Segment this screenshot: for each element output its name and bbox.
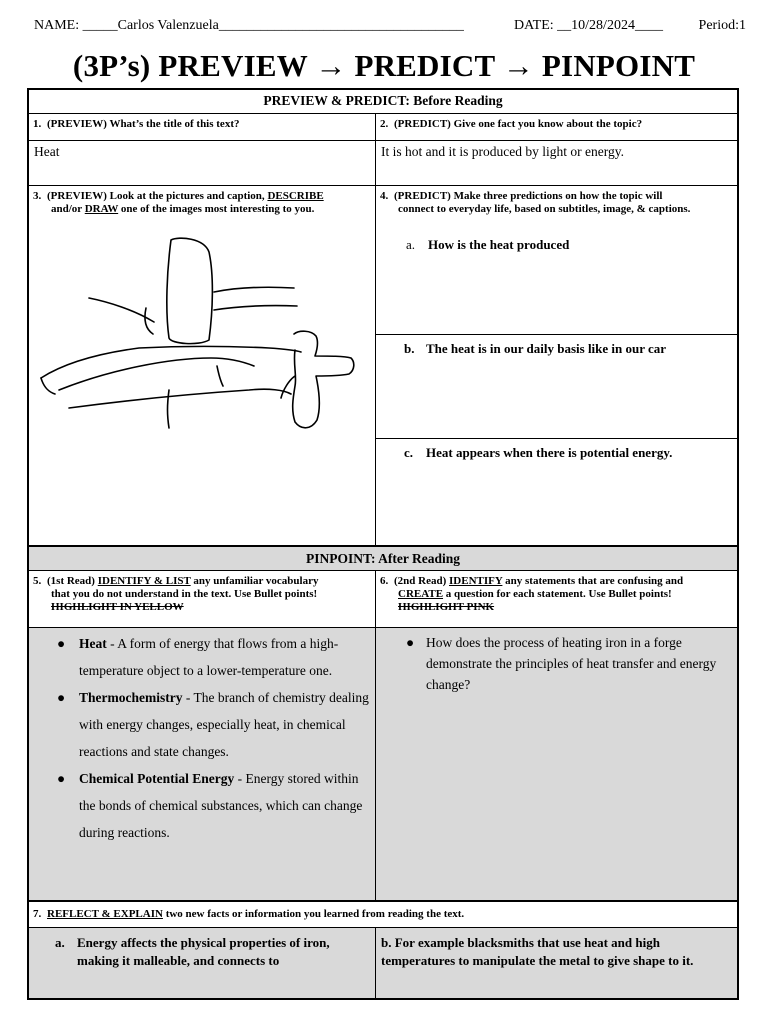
question-5-post: any unfamiliar vocabulary [190,575,319,587]
reflect-answer-a [55,934,367,970]
question-6-number: 6. [380,575,389,587]
question-1-text: (PREVIEW) What’s the title of this text? [47,118,240,130]
prediction-c-field[interactable] [375,438,737,545]
question-4 [375,186,737,230]
question-3-describe: DESCRIBE [267,190,324,202]
list-item [376,632,737,695]
list-item [29,630,375,684]
prediction-c-letter: c. [404,445,414,460]
reflect-answer-b-field[interactable]: b. For example blacksmiths that use heat and high temperatures to manipulate the metal to give shape to it. [375,928,737,998]
bullet: ● [406,635,415,650]
question-3 [29,186,375,230]
name-field[interactable]: _____Carlos Valenzuela___________________________________ [82,18,464,33]
section-heading-pinpoint: PINPOINT: After Reading [29,545,737,571]
section-heading-preview-predict: PREVIEW & PREDICT: Before Reading [29,90,737,114]
prediction-a-letter: a. [406,237,416,252]
question-2 [375,114,737,141]
question-3-line2: and/or DRAW one of the images most interesting to you. [51,203,315,215]
worksheet-table [27,88,739,1000]
prediction-c-text: Heat appears when there is potential energy. [426,445,673,460]
bullet: ● [57,771,66,786]
vocab-definition: - Energy stored within the bonds of chemical substances, which can change during reactions. [79,771,363,840]
vocab-term: Thermochemistry [79,690,183,705]
date-field[interactable]: __10/28/2024____ [557,18,663,33]
worksheet-title: (3P’s) PREVIEW → PREDICT → PINPOINT [72,48,696,83]
question-5 [29,571,375,628]
question-6-create: CREATE [398,588,444,600]
question-7-number: 7. [33,908,42,920]
vocab-definition: - The branch of chemistry dealing with energy changes, especially heat, in chemical reactions and state changes. [79,690,369,759]
question-7-text: two new facts or information you learned from reading the text. [162,908,465,920]
vocab-definition: - A form of energy that flows from a high-temperature object to a lower-temperature one. [79,636,339,678]
date-label: DATE: [514,18,554,33]
question-2-text: (PREDICT) Give one fact you know about the topic? [394,118,643,130]
prediction-a [406,237,569,253]
question-4-line1: (PREDICT) Make three predictions on how the topic will [394,190,663,202]
vocabulary-list-field[interactable] [29,628,375,900]
questions-list-field[interactable] [375,628,737,900]
questions-list [376,632,737,695]
question-6-post1: any statements that are confusing and [502,575,684,587]
list-item [29,684,375,765]
period-label: Period:1 [698,18,746,33]
prediction-a-text: How is the heat produced [428,237,570,252]
prediction-b-letter: b. [404,341,415,356]
vocab-term: Heat [79,636,107,651]
student-info-header [34,18,746,34]
prediction-b-field[interactable] [375,334,737,438]
date-block [514,18,663,34]
name-label: NAME: [34,18,80,33]
drawing-area[interactable] [29,230,375,545]
question-2-number: 2. [380,118,389,130]
question-4-line2: connect to everyday life, based on subtitles, image, & captions. [398,203,691,215]
answer-2-field[interactable]: It is hot and it is produced by light or energy. [375,141,737,186]
question-3-number: 3. [33,190,42,202]
question-6-pre: (2nd Read) [394,575,450,587]
question-4-number: 4. [380,190,389,202]
vocab-term: Chemical Potential Energy [79,771,235,786]
question-6-post2: a question for each statement. Use Bullet points! [443,588,672,600]
question-1-number: 1. [33,118,42,130]
question-3-draw: DRAW [84,203,119,215]
question-3-text-a: (PREVIEW) Look at the pictures and caption, [47,190,268,202]
hand-drawing [29,230,375,545]
reflect-answer-a-letter: a. [55,935,65,950]
reflect-answer-a-field[interactable] [29,928,375,998]
question-7-label: REFLECT & EXPLAIN [47,908,163,920]
prediction-b [404,341,666,357]
question-5-line2: that you do not understand in the text. Use Bullet points! [51,588,318,600]
question-5-highlight-note: HIGHLIGHT IN YELLOW [51,601,184,613]
question-5-number: 5. [33,575,42,587]
question-6-highlight-note: HIGHLIGHT PINK [398,601,495,613]
bullet: ● [57,690,66,705]
vocabulary-list [29,630,375,846]
question-1 [29,114,375,141]
prediction-a-field[interactable] [375,230,737,334]
bullet: ● [57,636,66,651]
question-3-text-b: one of the images most interesting to you. [118,203,315,215]
answer-1-field[interactable]: Heat [29,141,375,186]
question-5-identify: IDENTIFY & LIST [97,575,191,587]
list-item [29,765,375,846]
prediction-b-text: The heat is in our daily basis like in our car [426,341,667,356]
prediction-c [404,445,672,461]
question-text: How does the process of heating iron in a forge demonstrate the principles of heat transfer and energy change? [426,635,717,692]
question-5-pre: (1st Read) [47,575,98,587]
question-6 [375,571,737,628]
question-7 [29,900,737,928]
reflect-answer-a-text: Energy affects the physical properties of iron, making it malleable, and connects to [77,935,330,968]
question-6-identify: IDENTIFY [449,575,503,587]
